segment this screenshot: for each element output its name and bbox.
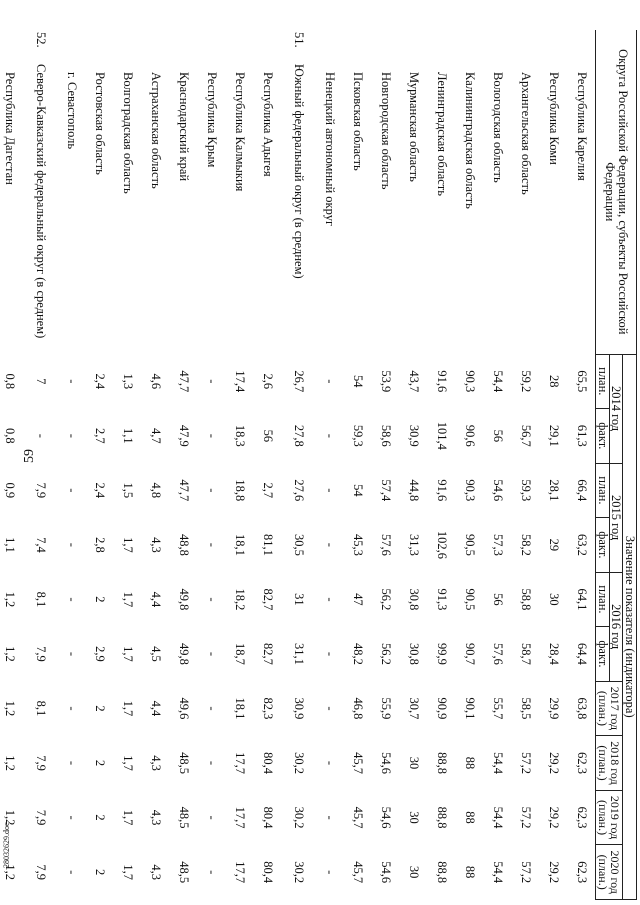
row-number [142, 30, 170, 60]
value-cell: 30,9 [291, 697, 306, 720]
value-cell: 56,7 [518, 424, 533, 447]
value-cell: - [204, 760, 219, 766]
value-cell: - [322, 815, 337, 820]
year-header-2016: 2016 год [610, 572, 624, 681]
value-cell: 30 [406, 756, 421, 770]
value-cell: 44,8 [406, 479, 421, 502]
value-cell: 1,2 [2, 755, 17, 771]
value-cell: 88,8 [434, 806, 449, 829]
value-cell: 18,7 [232, 643, 247, 665]
value-cell: 4,3 [148, 537, 163, 553]
value-cell: 7,9 [33, 755, 48, 771]
value-cell: - [204, 597, 219, 602]
value-cell: - [204, 651, 219, 657]
value-cell: 29,2 [546, 806, 561, 829]
value-cell: 2 [92, 814, 107, 821]
value-cell: - [64, 488, 79, 493]
table-row [540, 30, 568, 900]
row-number [58, 30, 86, 60]
value-cell: 1,7 [120, 537, 135, 553]
value-cell: 56,2 [378, 588, 393, 611]
value-cell: 90,9 [434, 697, 449, 720]
table-row [484, 30, 512, 900]
value-cell: 80,4 [260, 861, 275, 884]
region-name: Ленинградская область [434, 72, 449, 196]
table-row [254, 30, 282, 900]
value-cell: 57,2 [518, 752, 533, 774]
value-cell: 58,8 [518, 588, 533, 611]
region-name: Республика Калмыкия [232, 72, 247, 192]
value-cell: 58,7 [518, 643, 533, 665]
value-cell: 88 [462, 865, 477, 879]
value-cell: 88,8 [434, 752, 449, 774]
row-number [372, 30, 400, 60]
row-number [316, 30, 344, 60]
value-cell: 47 [350, 593, 365, 606]
value-cell: 26,7 [291, 370, 306, 393]
value-cell: 30,8 [406, 588, 421, 611]
value-cell: 1,5 [120, 482, 135, 499]
value-cell: 57,2 [518, 806, 533, 829]
value-cell: 1,1 [120, 428, 135, 444]
value-cell: 47,7 [176, 370, 191, 393]
value-cell: 2,4 [92, 373, 107, 390]
year-header-2019-plan: 2019 год (план.) [596, 790, 623, 845]
table-row [344, 30, 372, 900]
value-cell: - [204, 706, 219, 711]
value-cell: 82,7 [260, 588, 275, 611]
year-header-2020-plan: 2020 год (план.) [596, 845, 623, 900]
value-cell: 29,9 [546, 697, 561, 720]
value-cell: 99,9 [434, 643, 449, 665]
value-cell: 49,6 [176, 697, 191, 720]
value-cell: 90,3 [462, 479, 477, 502]
value-cell: 49,8 [176, 643, 191, 665]
value-cell: 56 [490, 593, 505, 606]
value-cell: - [322, 706, 337, 711]
value-cell: 18,8 [232, 479, 247, 502]
value-cell: - [322, 760, 337, 766]
value-cell: 57,2 [518, 861, 533, 884]
region-name: Калининградская область [462, 72, 477, 209]
value-cell: 54,4 [490, 806, 505, 829]
subheader-2015-fact: факт. [596, 518, 610, 573]
value-cell: 31 [291, 593, 306, 606]
region-name: Республика Дагестан [2, 72, 17, 185]
table-row [198, 30, 226, 900]
value-cell: 43,7 [406, 370, 421, 393]
value-cell: 1,7 [120, 755, 135, 771]
value-cell: 30 [406, 865, 421, 879]
value-cell: 7 [33, 378, 48, 385]
table-row [142, 30, 170, 900]
value-cell: 18,2 [232, 588, 247, 611]
region-name: Южный федеральный округ (в среднем) [291, 64, 306, 279]
table-body [0, 30, 596, 900]
value-cell: 30,9 [406, 424, 421, 447]
year-header-2015: 2015 год [610, 463, 624, 572]
value-cell: 31,3 [406, 533, 421, 556]
value-cell: - [64, 379, 79, 384]
value-cell: 4,5 [148, 646, 163, 662]
value-cell: 47,7 [176, 479, 191, 502]
region-name: Республика Адыгея [260, 72, 275, 177]
value-cell: 54,6 [378, 806, 393, 829]
value-cell: 49,8 [176, 588, 191, 611]
value-cell: 62,3 [574, 861, 589, 884]
row-number [198, 30, 226, 60]
row-number: 51. [291, 32, 306, 48]
value-cell: 2,7 [92, 428, 107, 444]
region-name: Республика Коми [546, 72, 561, 165]
subheader-2014-fact: факт. [596, 409, 610, 464]
value-cell: 30,2 [291, 752, 306, 774]
value-cell: 0,9 [2, 482, 17, 499]
subheader-2015-plan: план. [596, 463, 610, 518]
row-number [428, 30, 456, 60]
region-name: Ненецкий автономный округ [322, 72, 337, 227]
value-cell: 2,6 [260, 373, 275, 390]
value-cell: 29,1 [546, 424, 561, 447]
year-header-2018-plan: 2018 год (план.) [596, 736, 623, 791]
value-cell: 91,3 [434, 588, 449, 611]
row-number [254, 30, 282, 60]
region-column-header: Округа Российской Федерации, субъекты Российской Федерации [596, 30, 637, 354]
region-name: Краснодарский край [176, 72, 191, 182]
value-cell: - [204, 488, 219, 493]
table-row [456, 30, 484, 900]
value-cell: 81,1 [260, 533, 275, 556]
subheader-2016-plan: план. [596, 572, 610, 627]
value-cell: 63,2 [574, 533, 589, 556]
row-number [484, 30, 512, 60]
value-cell: 90,7 [462, 643, 477, 665]
value-cell: 27,8 [291, 424, 306, 447]
value-cell: 54,4 [490, 752, 505, 774]
value-cell: 2,8 [92, 537, 107, 553]
value-cell: 54 [350, 484, 365, 497]
value-cell: 4,6 [148, 373, 163, 390]
value-cell: 82,3 [260, 697, 275, 720]
value-cell: 1,7 [120, 646, 135, 662]
table-row [0, 30, 24, 900]
value-cell: 2 [92, 759, 107, 767]
value-cell: 45,7 [350, 861, 365, 884]
value-cell: 57,6 [378, 533, 393, 556]
value-cell: 4,3 [148, 755, 163, 771]
value-cell: 91,6 [434, 479, 449, 502]
value-cell: - [64, 815, 79, 820]
page-number: 59 [22, 449, 37, 463]
value-cell: 4,4 [148, 700, 163, 717]
value-cell: 29 [546, 538, 561, 552]
district-row [24, 30, 58, 900]
value-cell: 56 [490, 429, 505, 443]
region-name: г. Севастополь [64, 72, 79, 150]
value-cell: 4,7 [148, 428, 163, 444]
row-number [170, 30, 198, 60]
value-cell: 66,4 [574, 479, 589, 502]
value-cell: 47,9 [176, 424, 191, 447]
value-cell: 45,7 [350, 752, 365, 774]
row-number [540, 30, 568, 60]
value-cell: 90,5 [462, 533, 477, 556]
value-cell: 0,8 [2, 373, 17, 390]
value-cell: 2 [92, 869, 107, 876]
value-cell: 30 [546, 593, 561, 606]
value-cell: - [64, 433, 79, 438]
row-number [456, 30, 484, 60]
value-cell: 30,2 [291, 806, 306, 829]
table-row [170, 30, 198, 900]
row-number [226, 30, 254, 60]
value-cell: 55,7 [490, 697, 505, 720]
value-cell: 59,2 [518, 370, 533, 393]
value-cell: 8,1 [33, 591, 48, 608]
value-cell: 1,3 [120, 373, 135, 390]
table-row [58, 30, 86, 900]
year-header-2017-plan: 2017 год (план.) [596, 681, 623, 736]
region-name: Республика Карелия [574, 72, 589, 181]
value-cell: - [322, 433, 337, 438]
value-cell: 102,6 [434, 530, 449, 559]
value-cell: - [322, 870, 337, 875]
value-cell: - [64, 651, 79, 657]
value-cell: 1,1 [2, 537, 17, 553]
value-cell: 30 [406, 811, 421, 824]
value-cell: 17,7 [232, 806, 247, 829]
value-cell: - [322, 542, 337, 547]
value-cell: 4,4 [148, 591, 163, 608]
value-cell: 80,4 [260, 752, 275, 774]
value-cell: 56,2 [378, 643, 393, 665]
value-cell: 48,5 [176, 752, 191, 774]
value-cell: 58,5 [518, 697, 533, 720]
value-cell: - [322, 488, 337, 493]
value-cell: 101,4 [434, 421, 449, 450]
value-cell: 7,9 [33, 482, 48, 499]
value-cell: 2,7 [260, 482, 275, 499]
value-cell: 64,4 [574, 643, 589, 665]
value-cell: 82,7 [260, 643, 275, 665]
value-cell: 30,2 [291, 861, 306, 884]
value-cell: 4,8 [148, 482, 163, 499]
value-cell: 30,7 [406, 697, 421, 720]
value-cell: 1,2 [2, 646, 17, 662]
table-row [316, 30, 344, 900]
value-cell: 54 [350, 375, 365, 388]
value-cell: 90,3 [462, 370, 477, 393]
value-cell: 53,9 [378, 370, 393, 393]
region-name: Архангельская область [518, 72, 533, 195]
region-name: Волгоградская область [120, 72, 135, 194]
region-name: Северо-Кавказский федеральный округ (в среднем) [33, 64, 48, 339]
value-cell: 28 [546, 375, 561, 388]
value-cell: 59,3 [518, 479, 533, 502]
value-cell: 90,6 [462, 424, 477, 447]
value-cell: - [204, 379, 219, 384]
value-cell: 56 [260, 429, 275, 443]
value-cell: - [204, 433, 219, 438]
table-row [114, 30, 142, 900]
row-number [86, 30, 114, 60]
row-number [512, 30, 540, 60]
row-number [0, 30, 24, 60]
value-cell: - [33, 433, 48, 438]
value-cell: 0,8 [2, 428, 17, 444]
table-row [428, 30, 456, 900]
value-cell: 62,3 [574, 752, 589, 774]
value-cell: 7,9 [33, 646, 48, 662]
value-cell: - [204, 870, 219, 875]
value-cell: 30,5 [291, 533, 306, 556]
value-cell: 58,6 [378, 424, 393, 447]
value-cell: 1,2 [2, 809, 17, 826]
row-number [344, 30, 372, 60]
value-cell: 59,3 [350, 424, 365, 447]
value-cell: 54,6 [378, 752, 393, 774]
value-cell: 58,2 [518, 533, 533, 556]
value-cell: 7,4 [33, 537, 48, 553]
value-cell: 18,1 [232, 533, 247, 556]
value-cell: 55,9 [378, 697, 393, 720]
value-cell: 18,1 [232, 697, 247, 720]
value-cell: - [64, 542, 79, 547]
value-cell: 54,6 [378, 861, 393, 884]
value-cell: 7,9 [33, 809, 48, 826]
table-row [226, 30, 254, 900]
value-cell: 29,2 [546, 861, 561, 884]
value-cell: 63,8 [574, 697, 589, 720]
row-number: 52. [33, 32, 48, 48]
value-cell: 45,3 [350, 533, 365, 556]
value-cell: 91,6 [434, 370, 449, 393]
value-cell: 48,8 [176, 533, 191, 556]
value-cell: 4,3 [148, 864, 163, 880]
region-name: Астраханская область [148, 72, 163, 189]
value-cell: 30,8 [406, 643, 421, 665]
value-cell: 46,8 [350, 697, 365, 720]
value-cell: 18,3 [232, 424, 247, 447]
value-cell: 48,2 [350, 643, 365, 665]
value-cell: 28,4 [546, 643, 561, 665]
value-cell: - [64, 597, 79, 602]
value-cell: 2,9 [92, 646, 107, 662]
table-header [596, 30, 637, 900]
value-cell: 65,5 [574, 370, 589, 393]
value-cell: 29,2 [546, 752, 561, 774]
value-cell: 48,5 [176, 861, 191, 884]
value-cell: 54,6 [490, 479, 505, 502]
value-cell: - [322, 651, 337, 657]
value-cell: 4,3 [148, 809, 163, 826]
value-cell: - [204, 542, 219, 547]
value-cell: 61,3 [574, 424, 589, 447]
value-cell: 1,2 [2, 591, 17, 608]
document-file-code: 28032629.doc [2, 822, 11, 868]
value-cell: 17,7 [232, 752, 247, 774]
table-row [372, 30, 400, 900]
region-name: Ростовская область [92, 72, 107, 175]
table-row [568, 30, 597, 900]
value-cell: 17,4 [232, 370, 247, 393]
row-number [568, 30, 597, 60]
indicator-table [0, 30, 637, 900]
value-cell: 7,9 [33, 864, 48, 880]
value-cell: 2 [92, 705, 107, 712]
region-name: Республика Крым [204, 72, 219, 168]
region-name: Мурманская область [406, 72, 421, 182]
value-cell: 62,3 [574, 806, 589, 829]
value-cell: 17,7 [232, 861, 247, 884]
value-cell: 90,5 [462, 588, 477, 611]
value-cell: 28,1 [546, 479, 561, 502]
value-cell: 88,8 [434, 861, 449, 884]
value-cell: 54,4 [490, 370, 505, 393]
value-cell: 31,1 [291, 643, 306, 665]
value-cell: 1,2 [2, 864, 17, 880]
value-cell: 45,7 [350, 806, 365, 829]
value-cell: 8,1 [33, 700, 48, 717]
value-cell: 1,7 [120, 591, 135, 608]
year-header-2014: 2014 год [610, 354, 624, 463]
region-name: Псковская область [350, 72, 365, 171]
value-cell: 2 [92, 596, 107, 603]
value-cell: 1,7 [120, 864, 135, 880]
value-cell: 57,4 [378, 479, 393, 502]
row-number [400, 30, 428, 60]
value-cell: 88 [462, 756, 477, 770]
value-cell: 57,3 [490, 533, 505, 556]
value-cell: 1,2 [2, 700, 17, 717]
value-cell: 1,7 [120, 809, 135, 826]
indicator-group-header: Значение показателя (индикатора) [623, 354, 637, 899]
value-cell: 80,4 [260, 806, 275, 829]
value-cell: 1,7 [120, 700, 135, 717]
value-cell: 57,6 [490, 643, 505, 665]
table-row [512, 30, 540, 900]
value-cell: - [322, 379, 337, 384]
value-cell: 27,6 [291, 479, 306, 502]
value-cell: - [322, 597, 337, 602]
value-cell: - [64, 760, 79, 766]
region-name: Вологодская область [490, 72, 505, 183]
value-cell: 48,5 [176, 806, 191, 829]
table-row [400, 30, 428, 900]
row-number [114, 30, 142, 60]
value-cell: 64,1 [574, 588, 589, 611]
table-row [86, 30, 114, 900]
subheader-2016-fact: факт. [596, 627, 610, 682]
region-name: Новгородская область [378, 72, 393, 190]
district-row [282, 30, 316, 900]
value-cell: - [204, 815, 219, 820]
value-cell: 54,4 [490, 861, 505, 884]
subheader-2014-plan: план. [596, 354, 610, 409]
value-cell: 90,1 [462, 697, 477, 720]
value-cell: - [64, 870, 79, 875]
value-cell: - [64, 706, 79, 711]
value-cell: 88 [462, 811, 477, 824]
value-cell: 2,4 [92, 482, 107, 499]
